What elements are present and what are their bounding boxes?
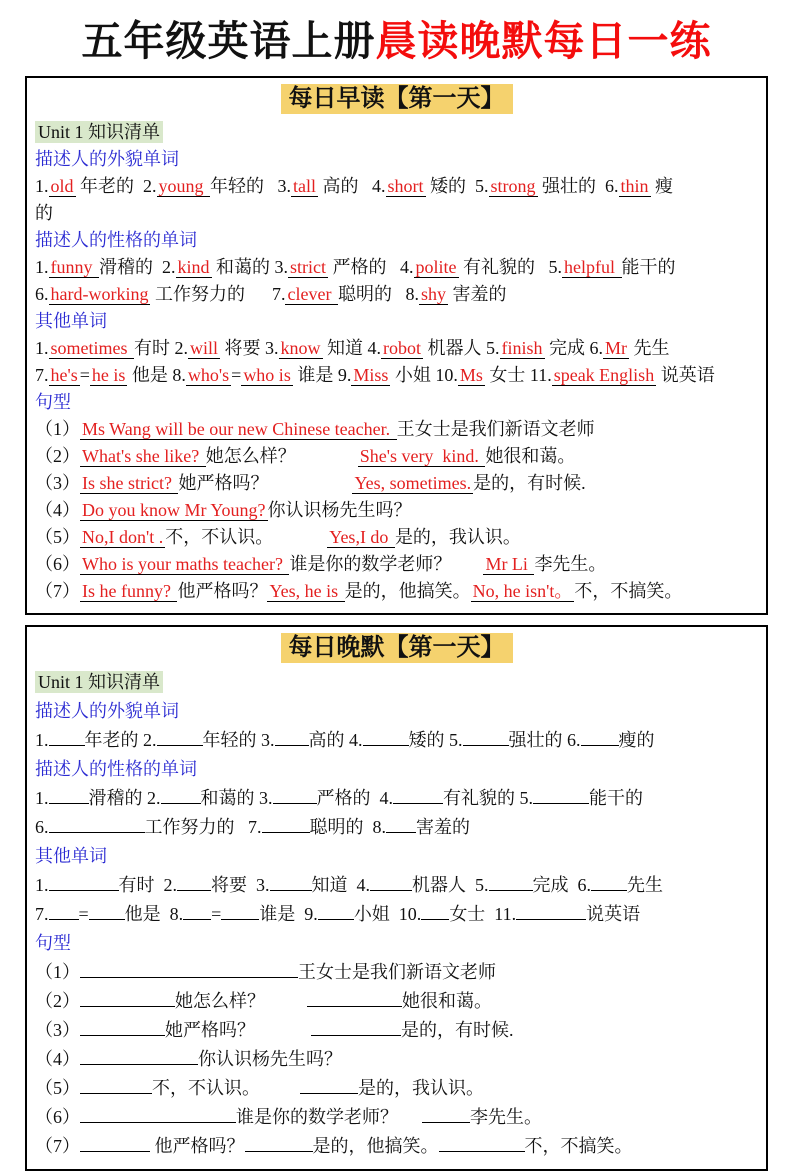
- blank-field: [363, 728, 409, 746]
- text-segment: 先生: [627, 875, 663, 895]
- text-segment: （2）: [35, 991, 80, 1011]
- text-segment: （5）: [35, 527, 80, 547]
- page-title: [0, 16, 793, 66]
- text-segment: 聪明的 8.: [309, 817, 386, 837]
- english-term: strong: [490, 176, 536, 196]
- text-segment: 机器人 5.: [423, 338, 500, 358]
- english-term: Mr Li: [485, 554, 533, 574]
- text-segment: 先生: [629, 338, 670, 358]
- text-segment: 小姐 10.: [390, 365, 458, 385]
- text-segment: 高的 4.: [308, 730, 363, 750]
- text-segment: 她怎么样？: [175, 991, 265, 1011]
- blank-field: [49, 815, 145, 833]
- text-segment: 是的，有时候.: [473, 473, 586, 493]
- vocab-line: [35, 281, 758, 308]
- text-segment: （1）: [35, 419, 80, 439]
- text-segment: 工作努力的 7.: [150, 284, 286, 304]
- fill-blank-line: [35, 1132, 758, 1161]
- vocab-line: [35, 173, 758, 200]
- text-segment: 她严格吗？: [178, 473, 269, 493]
- text-segment: （3）: [35, 1020, 80, 1040]
- text-segment: 矮的 5.: [408, 730, 463, 750]
- blank-field: [183, 902, 211, 920]
- worksheet-sections: [0, 76, 793, 1171]
- blank-field: [49, 902, 79, 920]
- sentence-line: [35, 578, 758, 605]
- fill-blank-line: [35, 726, 758, 755]
- blank-field: [533, 786, 589, 804]
- section-box-1: [25, 76, 768, 615]
- text-segment: 工作努力的 7.: [144, 817, 262, 837]
- text-segment: 年老的 2.: [75, 176, 157, 196]
- text-segment: 将要 3.: [220, 338, 279, 358]
- blank-field: [270, 873, 312, 891]
- text-segment: （3）: [35, 473, 80, 493]
- subheading-text: 描述人的性格的单词: [35, 230, 197, 250]
- vocab-line: [35, 335, 758, 362]
- text-segment: 严格的 4.: [316, 788, 393, 808]
- blank-field: [161, 786, 201, 804]
- text-segment: 他是 8.: [124, 904, 184, 924]
- english-term: hard-working: [50, 284, 149, 304]
- subheading-personality: [35, 755, 758, 784]
- blank-field: [307, 989, 402, 1007]
- text-segment: 矮的 5.: [425, 176, 489, 196]
- subheading-text: 句型: [35, 933, 71, 953]
- text-segment: 能干的: [621, 257, 676, 277]
- text-segment: =: [211, 904, 222, 924]
- spacer: [265, 1006, 307, 1007]
- text-segment: =: [231, 365, 242, 385]
- section-header: 每日早读【第一天】: [281, 84, 513, 114]
- text-segment: （4）: [35, 1049, 80, 1069]
- text-segment: 是的，他搞笑。: [312, 1136, 439, 1156]
- text-segment: 你认识杨先生吗？: [267, 500, 412, 520]
- english-term: clever: [287, 284, 336, 304]
- page-title-red: 晨读晚默每日一练: [375, 18, 712, 64]
- text-segment: 完成 6.: [532, 875, 591, 895]
- text-segment: 知道 4.: [311, 875, 370, 895]
- english-term: short: [387, 176, 424, 196]
- english-term: polite: [415, 257, 457, 277]
- english-term: Ms: [459, 365, 483, 385]
- blank-field: [262, 815, 310, 833]
- text-segment: 他严格吗？: [150, 1136, 245, 1156]
- english-term: speak English: [553, 365, 655, 385]
- text-segment: 女士 11.: [484, 365, 552, 385]
- text-segment: 完成 6.: [544, 338, 604, 358]
- fill-blank-line: [35, 1016, 758, 1045]
- blank-field: [439, 1134, 525, 1152]
- subheading-text: 描述人的外貌单词: [35, 701, 179, 721]
- text-segment: 有礼貌的 5.: [458, 257, 563, 277]
- sentence-line: [35, 470, 758, 497]
- english-term: No, he isn't。: [472, 581, 573, 601]
- english-term: thin: [620, 176, 649, 196]
- text-segment: 1.: [35, 875, 49, 895]
- blank-field: [370, 873, 412, 891]
- spacer: [296, 461, 358, 462]
- fill-blank-line: [35, 1045, 758, 1074]
- fill-blank-line: [35, 871, 758, 900]
- sentence-line: [35, 497, 758, 524]
- english-term: he's: [50, 365, 78, 385]
- text-segment: 高的 4.: [318, 176, 386, 196]
- subheading-personality: [35, 227, 758, 254]
- fill-blank-line: [35, 784, 758, 813]
- text-segment: 不，不认识。: [152, 1078, 260, 1098]
- text-segment: 能干的: [589, 788, 643, 808]
- subheading-other-words: [35, 308, 758, 335]
- text-segment: 的: [35, 203, 53, 223]
- text-segment: 女士 11.: [449, 904, 517, 924]
- english-term: shy: [420, 284, 446, 304]
- english-term: helpful: [564, 257, 620, 277]
- english-term: Mr: [605, 338, 628, 358]
- english-term: Who is your maths teacher?: [82, 554, 288, 574]
- fill-blank-line: [35, 813, 758, 842]
- section-header-row: [35, 630, 758, 666]
- text-segment: 强壮的 6.: [537, 176, 619, 196]
- text-segment: 1.: [35, 176, 49, 196]
- text-segment: 她很和蔼。: [402, 991, 492, 1011]
- spacer: [268, 488, 352, 489]
- english-term: Ms Wang will be our new Chinese teacher.: [82, 419, 395, 439]
- english-term: sometimes: [50, 338, 132, 358]
- blank-field: [300, 1076, 358, 1094]
- text-segment: 有礼貌的 5.: [443, 788, 533, 808]
- sentence-line: [35, 551, 758, 578]
- text-segment: 害羞的: [416, 817, 470, 837]
- text-segment: 她怎么样？: [205, 446, 296, 466]
- english-term: Is she strict?: [82, 473, 177, 493]
- english-term: Miss: [353, 365, 389, 385]
- text-segment: 年老的 2.: [84, 730, 157, 750]
- text-segment: 机器人 5.: [412, 875, 489, 895]
- blank-field: [49, 786, 89, 804]
- text-segment: 谁是 9.: [292, 365, 352, 385]
- english-term: strict: [290, 257, 327, 277]
- text-segment: （7）: [35, 1136, 80, 1156]
- spacer: [451, 569, 483, 570]
- unit-heading: [35, 668, 758, 697]
- blank-field: [49, 728, 85, 746]
- text-segment: 是的，有时候.: [401, 1020, 514, 1040]
- blank-field: [177, 873, 211, 891]
- blank-field: [80, 989, 175, 1007]
- text-segment: 王女士是我们新语文老师: [298, 962, 496, 982]
- text-segment: 害羞的: [447, 284, 507, 304]
- english-term: tall: [293, 176, 317, 196]
- english-term: old: [50, 176, 74, 196]
- blank-field: [386, 815, 416, 833]
- blank-field: [463, 728, 509, 746]
- blank-field: [591, 873, 627, 891]
- text-segment: 小姐 10.: [353, 904, 422, 924]
- text-segment: 和蔼的 3.: [200, 788, 273, 808]
- unit-label: Unit 1 知识清单: [35, 121, 163, 143]
- fill-blank-line: [35, 1074, 758, 1103]
- text-segment: （7）: [35, 581, 80, 601]
- fill-blank-line: [35, 987, 758, 1016]
- text-segment: 瘦: [650, 176, 674, 196]
- blank-field: [80, 1076, 152, 1094]
- english-term: Yes, he is: [269, 581, 343, 601]
- fill-blank-line: [35, 900, 758, 929]
- text-segment: 年轻的 3.: [210, 176, 292, 196]
- text-segment: （1）: [35, 962, 80, 982]
- english-term: funny: [50, 257, 97, 277]
- vocab-line: [35, 362, 758, 389]
- english-term: young: [158, 176, 209, 196]
- text-segment: 李先生。: [534, 554, 607, 574]
- text-segment: 聪明的 8.: [337, 284, 419, 304]
- section-header: 每日晚默【第一天】: [281, 633, 513, 663]
- text-segment: 他严格吗？: [177, 581, 268, 601]
- vocab-line-wrap: [35, 200, 758, 227]
- english-term: Yes, sometimes.: [354, 473, 472, 493]
- text-segment: 李先生。: [470, 1107, 542, 1127]
- page-title-black: 五年级英语上册: [81, 18, 376, 64]
- blank-field: [80, 1047, 198, 1065]
- text-segment: （4）: [35, 500, 80, 520]
- text-segment: 7.: [35, 904, 49, 924]
- text-segment: 1.: [35, 257, 49, 277]
- text-segment: 7.: [35, 365, 49, 385]
- text-segment: 1.: [35, 338, 49, 358]
- text-segment: 1.: [35, 788, 49, 808]
- text-segment: 说英语: [586, 904, 641, 924]
- text-segment: 王女士是我们新语文老师: [396, 419, 595, 439]
- text-segment: 他是 8.: [127, 365, 186, 385]
- english-term: who is: [243, 365, 291, 385]
- subheading-text: 其他单词: [35, 846, 107, 866]
- text-segment: 谁是你的数学老师？: [289, 554, 452, 574]
- spacer: [260, 1093, 300, 1094]
- fill-blank-line: [35, 958, 758, 987]
- text-segment: （5）: [35, 1078, 80, 1098]
- text-segment: 她很和蔼。: [485, 446, 576, 466]
- text-segment: 说英语: [656, 365, 715, 385]
- text-segment: 是的，我认识。: [358, 1078, 484, 1098]
- blank-field: [221, 902, 259, 920]
- subheading-appearance: [35, 146, 758, 173]
- english-term: No,I don't .: [82, 527, 164, 547]
- subheading-appearance: [35, 697, 758, 726]
- unit-heading: [35, 119, 758, 146]
- text-segment: 谁是你的数学老师？: [236, 1107, 398, 1127]
- english-term: finish: [501, 338, 543, 358]
- blank-field: [421, 902, 449, 920]
- sentence-line: [35, 416, 758, 443]
- worksheet-page: [0, 16, 793, 1156]
- english-term: What's she like?: [82, 446, 204, 466]
- blank-field: [80, 960, 298, 978]
- subheading-text: 描述人的性格的单词: [35, 759, 197, 779]
- blank-field: [393, 786, 443, 804]
- text-segment: 将要 3.: [211, 875, 270, 895]
- blank-field: [516, 902, 586, 920]
- section-header-row: [35, 81, 758, 117]
- vocab-line: [35, 254, 758, 281]
- blank-field: [311, 1018, 401, 1036]
- text-segment: =: [79, 365, 90, 385]
- text-segment: =: [78, 904, 89, 924]
- text-segment: 6.: [35, 284, 49, 304]
- text-segment: 不，不搞笑。: [574, 581, 683, 601]
- text-segment: （6）: [35, 1107, 80, 1127]
- english-term: She's very kind.: [359, 446, 484, 466]
- fill-blank-line: [35, 1103, 758, 1132]
- subheading-text: 描述人的外貌单词: [35, 149, 179, 169]
- sentence-line: [35, 443, 758, 470]
- blank-field: [581, 728, 619, 746]
- text-segment: 和蔼的 3.: [211, 257, 289, 277]
- text-segment: （6）: [35, 554, 80, 574]
- subheading-text: 其他单词: [35, 311, 107, 331]
- text-segment: 她严格吗？: [165, 1020, 255, 1040]
- blank-field: [275, 728, 309, 746]
- english-term: robot: [383, 338, 422, 358]
- spacer: [255, 1035, 311, 1036]
- text-segment: 不，不认识。: [165, 527, 274, 547]
- blank-field: [245, 1134, 313, 1152]
- english-term: Is he funny?: [82, 581, 176, 601]
- english-term: Yes,I do: [329, 527, 393, 547]
- text-segment: 知道 4.: [322, 338, 382, 358]
- blank-field: [80, 1134, 150, 1152]
- text-segment: 1.: [35, 730, 49, 750]
- blank-field: [89, 902, 125, 920]
- spacer: [398, 1122, 422, 1123]
- blank-field: [318, 902, 354, 920]
- blank-field: [157, 728, 203, 746]
- blank-field: [489, 873, 533, 891]
- text-segment: 严格的 4.: [328, 257, 414, 277]
- text-segment: 强壮的 6.: [508, 730, 581, 750]
- blank-field: [80, 1105, 236, 1123]
- text-segment: 是的，他搞笑。: [344, 581, 471, 601]
- blank-field: [422, 1105, 470, 1123]
- text-segment: （2）: [35, 446, 80, 466]
- text-segment: 年轻的 3.: [202, 730, 275, 750]
- english-term: will: [190, 338, 219, 358]
- text-segment: 不，不搞笑。: [524, 1136, 633, 1156]
- subheading-text: 句型: [35, 392, 71, 412]
- subheading-other-words: [35, 842, 758, 871]
- text-segment: 瘦的: [618, 730, 655, 750]
- text-segment: 是的，我认识。: [394, 527, 521, 547]
- subheading-sentence-patterns: [35, 929, 758, 958]
- spacer: [273, 542, 327, 543]
- subheading-sentence-patterns: [35, 389, 758, 416]
- section-box-2: [25, 625, 768, 1171]
- text-segment: 谁是 9.: [259, 904, 318, 924]
- text-segment: 你认识杨先生吗？: [198, 1049, 342, 1069]
- text-segment: 有时 2.: [118, 875, 177, 895]
- english-term: Do you know Mr Young?: [82, 500, 266, 520]
- blank-field: [273, 786, 317, 804]
- text-segment: 滑稽的 2.: [99, 257, 176, 277]
- text-segment: 滑稽的 2.: [88, 788, 161, 808]
- blank-field: [49, 873, 119, 891]
- text-segment: 6.: [35, 817, 49, 837]
- blank-field: [80, 1018, 165, 1036]
- english-term: he is: [91, 365, 126, 385]
- text-segment: 有时 2.: [134, 338, 188, 358]
- unit-label: Unit 1 知识清单: [35, 671, 163, 693]
- sentence-line: [35, 524, 758, 551]
- english-term: who's: [187, 365, 230, 385]
- english-term: know: [280, 338, 321, 358]
- english-term: kind: [177, 257, 210, 277]
